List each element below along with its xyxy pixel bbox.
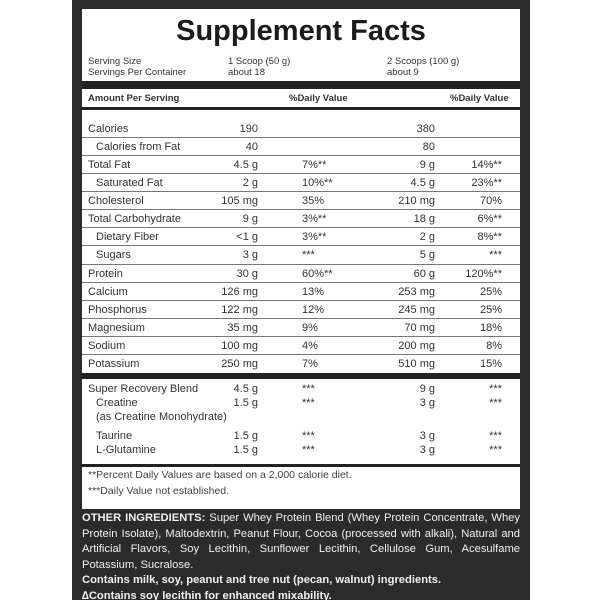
amount-2: 60 g [413, 268, 435, 280]
nutrient-name: Calcium [88, 286, 128, 298]
creatine-name: Creatine [96, 397, 138, 409]
nutrient-name: Potassium [88, 358, 140, 370]
daily-value-2: 120%** [465, 268, 502, 280]
amount-1: 4.5 g [233, 159, 258, 171]
blend-amount-1: 4.5 g [233, 383, 258, 395]
daily-value-1: 4% [302, 340, 318, 352]
creatine-dv-1: *** [302, 397, 315, 409]
nutrient-name: Sugars [96, 249, 131, 261]
blend-name: Super Recovery Blend [88, 383, 199, 395]
nutrient-name: Calories [88, 123, 129, 135]
daily-value-1: 7% [302, 358, 318, 370]
row-divider [82, 245, 520, 246]
amount-1: 3 g [242, 249, 258, 261]
amount-1: 126 mg [221, 286, 258, 298]
daily-value-1: *** [302, 249, 315, 261]
taurine-name: Taurine [96, 430, 133, 442]
amount-1: 190 [239, 123, 258, 135]
daily-value-1: 35% [302, 195, 325, 207]
amount-2: 70 mg [404, 322, 435, 334]
daily-value-1: 7%** [302, 159, 327, 171]
nutrient-name: Total Fat [88, 159, 131, 171]
nutrient-name: Saturated Fat [96, 177, 163, 189]
nutrient-row [82, 174, 520, 192]
glutamine-dv-1: *** [302, 444, 315, 456]
allergen-statement: Contains milk, soy, peanut and tree nut (pecan, walnut) ingredients. [82, 574, 442, 586]
nutrient-row [82, 156, 520, 174]
ingredients-panel [82, 509, 520, 600]
daily-value-2: 25% [479, 304, 502, 316]
amount-2: 380 [416, 123, 435, 135]
amount-2: 510 mg [398, 358, 435, 370]
nutrient-row [82, 192, 520, 210]
daily-value-2: 23%** [471, 177, 502, 189]
footnote-daily-value: **Percent Daily Values are based on a 2,000 calorie diet. [88, 469, 352, 481]
daily-value-2: 70% [479, 195, 502, 207]
amount-2: 9 g [419, 159, 435, 171]
other-ingredients-label: OTHER INGREDIENTS: [82, 512, 206, 524]
col1-servings: about 18 [228, 67, 265, 78]
nutrient-row [82, 319, 520, 337]
supplement-facts-label [82, 9, 520, 600]
amount-1: 105 mg [221, 195, 258, 207]
footnote-not-established: ***Daily Value not established. [88, 485, 230, 497]
nutrient-name: Dietary Fiber [96, 231, 159, 243]
amount-1: 40 [245, 141, 258, 153]
glutamine-dv-2: *** [489, 444, 502, 456]
daily-value-1: 13% [302, 286, 325, 298]
serving-size-label: Serving Size [88, 56, 142, 67]
amount-1: 9 g [242, 213, 258, 225]
col1-serving-size: 1 Scoop (50 g) [228, 56, 291, 67]
daily-value-1: 60%** [302, 268, 333, 280]
glutamine-name: L-Glutamine [96, 444, 156, 456]
blend-amount-2: 9 g [419, 383, 435, 395]
row-divider [82, 264, 520, 265]
nutrient-name: Cholesterol [88, 195, 144, 207]
row-divider [82, 354, 520, 355]
nutrient-row [82, 283, 520, 301]
divider-medium [82, 464, 520, 467]
row-divider [82, 300, 520, 301]
amount-2: 5 g [419, 249, 435, 261]
row-divider [82, 155, 520, 156]
row-divider [82, 227, 520, 228]
amount-2: 18 g [413, 213, 435, 225]
nutrient-name: Sodium [88, 340, 126, 352]
divider-thick [82, 373, 520, 379]
creatine-form: (as Creatine Monohydrate) [96, 411, 227, 423]
amount-2: 2 g [419, 231, 435, 243]
divider-thick [82, 81, 520, 89]
glutamine-amount-2: 3 g [419, 444, 435, 456]
taurine-dv-2: *** [489, 430, 502, 442]
daily-value-2: *** [489, 249, 502, 261]
row-divider [82, 191, 520, 192]
taurine-amount-2: 3 g [419, 430, 435, 442]
nutrient-row [82, 210, 520, 228]
nutrient-row [82, 228, 520, 246]
row-divider [82, 318, 520, 319]
taurine-dv-1: *** [302, 430, 315, 442]
amount-1: 30 g [236, 268, 258, 280]
nutrient-row [82, 138, 520, 156]
creatine-sub-row [82, 408, 520, 426]
blend-dv-2: *** [489, 383, 502, 395]
row-divider [82, 173, 520, 174]
amount-2: 253 mg [398, 286, 435, 298]
nutrient-row [82, 265, 520, 283]
soy-lecithin-note: ∆Contains soy lecithin for enhanced mixability. [82, 589, 332, 600]
daily-value-2: 14%** [471, 159, 502, 171]
nutrient-row [82, 355, 520, 373]
nutrient-name: Phosphorus [88, 304, 147, 316]
row-divider [82, 282, 520, 283]
amount-1: 250 mg [221, 358, 258, 370]
row-divider [82, 137, 520, 138]
nutrient-row [82, 301, 520, 319]
amount-2: 210 mg [398, 195, 435, 207]
daily-value-2: 18% [479, 322, 502, 334]
daily-value-1: 12% [302, 304, 325, 316]
nutrient-name: Magnesium [88, 322, 145, 334]
daily-value-2: 25% [479, 286, 502, 298]
amount-2: 80 [422, 141, 435, 153]
daily-value-1: 3%** [302, 231, 327, 243]
creatine-amount-2: 3 g [419, 397, 435, 409]
glutamine-amount-1: 1.5 g [233, 444, 258, 456]
daily-value-header-2: %Daily Value [450, 93, 509, 104]
amount-1: 122 mg [221, 304, 258, 316]
other-ingredients [82, 511, 520, 573]
other-ingredients-text: Super Whey Protein Blend (Whey Protein Concentrate, Whey Protein Isolate), Maltodextrin, Peanut Flour, Cocoa (processed with alkali), Natural and Artificial Flavors, Soy Lecithin, Sunflower Lecithin, Cellulose Gum, Acesulfame Potassium, Sucralose. [82, 512, 520, 571]
nutrient-name: Calories from Fat [96, 141, 181, 153]
amount-per-serving-header: Amount Per Serving [88, 93, 180, 104]
servings-per-container-label: Servings Per Container [88, 67, 187, 78]
daily-value-2: 15% [479, 358, 502, 370]
row-divider [82, 336, 520, 337]
daily-value-2: 8%** [477, 231, 502, 243]
page-title: Supplement Facts [176, 15, 426, 47]
row-divider [82, 209, 520, 210]
daily-value-1: 3%** [302, 213, 327, 225]
col2-serving-size: 2 Scoops (100 g) [387, 56, 460, 67]
amount-1: <1 g [236, 231, 258, 243]
daily-value-header-1: %Daily Value [289, 93, 348, 104]
nutrient-row [82, 120, 520, 138]
amount-1: 2 g [242, 177, 258, 189]
amount-1: 35 mg [227, 322, 258, 334]
blend-dv-1: *** [302, 383, 315, 395]
amount-1: 100 mg [221, 340, 258, 352]
amount-2: 4.5 g [410, 177, 435, 189]
creatine-amount-1: 1.5 g [233, 397, 258, 409]
creatine-dv-2: *** [489, 397, 502, 409]
daily-value-2: 8% [486, 340, 502, 352]
daily-value-2: 6%** [477, 213, 502, 225]
nutrient-name: Protein [88, 268, 123, 280]
glutamine-row [82, 441, 520, 459]
col2-servings: about 9 [387, 67, 419, 78]
divider-medium [82, 107, 520, 110]
daily-value-1: 9% [302, 322, 318, 334]
daily-value-1: 10%** [302, 177, 333, 189]
nutrient-row [82, 337, 520, 355]
nutrient-name: Total Carbohydrate [88, 213, 181, 225]
taurine-amount-1: 1.5 g [233, 430, 258, 442]
amount-2: 245 mg [398, 304, 435, 316]
amount-2: 200 mg [398, 340, 435, 352]
nutrient-row [82, 246, 520, 264]
